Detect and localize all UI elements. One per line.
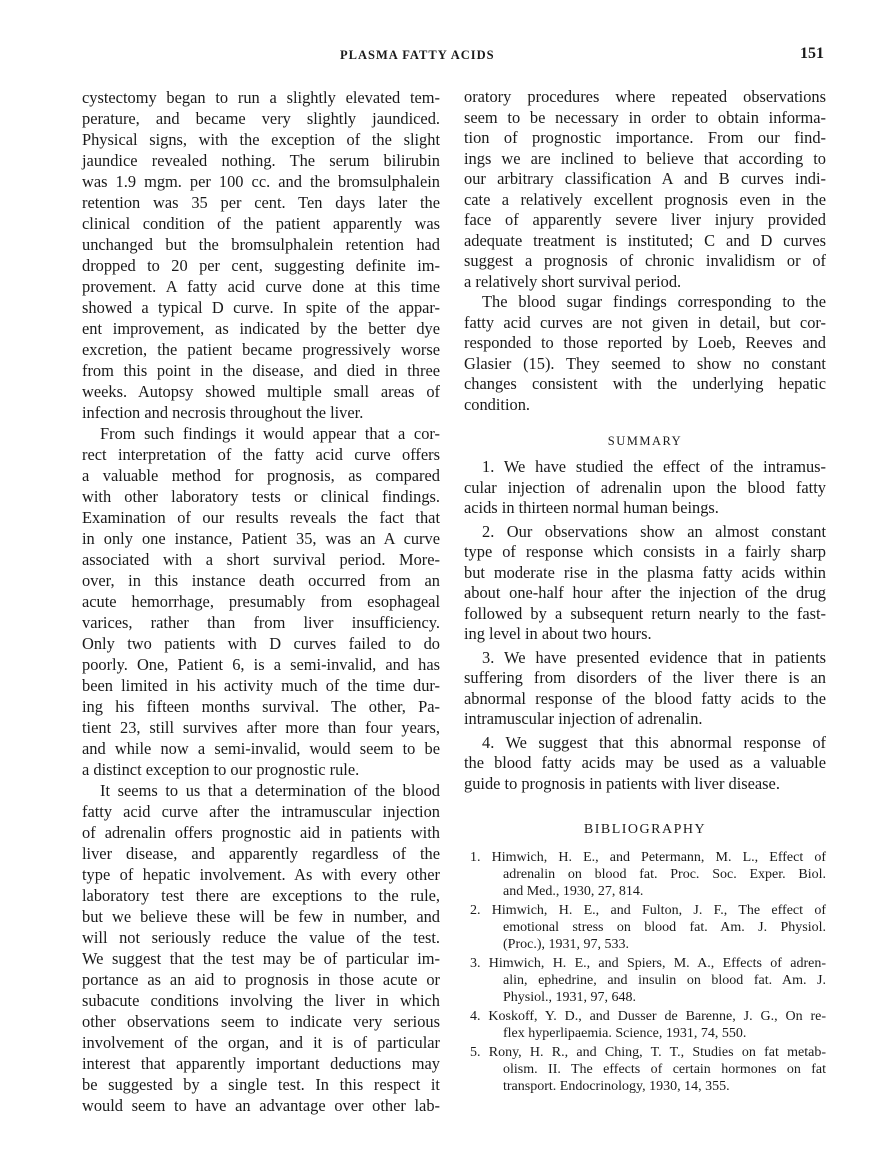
reference-item	[470, 902, 826, 953]
reference-line: 1. Himwich, H. E., and Petermann, M. L., Effect of	[470, 850, 826, 865]
reference-line: (Proc.), 1931, 97, 533.	[503, 937, 629, 952]
reference-line: alin, ephedrine, and insulin on blood fat. Am. J.	[503, 973, 826, 988]
text-line: would seem to have an advantage over other lab-	[82, 1096, 440, 1115]
text-line: seem to be necessary in order to obtain informa-	[464, 107, 826, 127]
text-line: dropped to 20 per cent, suggesting definite im-	[82, 256, 440, 275]
text-line: in only one instance, Patient 35, was an A curve	[82, 529, 440, 548]
text-line: but moderate rise in the plasma fatty acids within	[464, 562, 826, 582]
text-line: liver disease, and apparently regardless of the	[82, 844, 440, 863]
text-line: changes consistent with the underlying hepatic	[464, 374, 826, 393]
reference-item	[470, 955, 826, 1006]
text-line: followed by a subsequent return nearly to the fast-	[464, 603, 826, 623]
summary-list	[464, 457, 826, 794]
paragraph	[82, 423, 440, 780]
text-line: subacute conditions involving the liver in which	[82, 991, 440, 1010]
text-line: ing level in about two hours.	[464, 624, 652, 643]
text-line: suffering from disorders of the liver there is an	[464, 668, 826, 687]
text-line: acids in thirteen normal human beings.	[464, 498, 719, 517]
text-line: clinical condition of the patient apparently was	[82, 214, 440, 233]
text-line: type of response which consists in a fairly sharp	[464, 542, 826, 561]
text-line: associated with a short survival period. More-	[82, 550, 440, 569]
text-line: oratory procedures where repeated observations	[464, 87, 826, 106]
text-line: the blood fatty acids may be used as a valuable	[464, 753, 826, 772]
text-line: poorly. One, Patient 6, is a semi-invalid, and has	[82, 655, 440, 674]
text-line: be suggested by a single test. In this respect it	[82, 1075, 440, 1094]
text-line: 3. We have presented evidence that in patients	[482, 647, 826, 667]
text-line: acute hemorrhage, presumably from esophageal	[82, 592, 440, 611]
text-line: type of hepatic involvement. As with every other	[82, 865, 440, 884]
text-line: and while now a semi-invalid, would seem to be	[82, 739, 440, 758]
paragraph	[464, 87, 826, 292]
paragraph	[464, 292, 826, 415]
text-line: suggest a prognosis of chronic invalidism or of	[464, 251, 826, 270]
reference-line: Physiol., 1931, 97, 648.	[503, 990, 637, 1005]
text-line: unchanged but the bromsulphalein retention had	[82, 235, 440, 254]
reference-line: flex hyperlipaemia. Science, 1931, 74, 550.	[503, 1026, 747, 1041]
text-line: a distinct exception to our prognostic rule.	[82, 760, 360, 779]
text-line: From such findings it would appear that a cor-	[100, 424, 440, 443]
text-line: tion of prognostic importance. From our find-	[464, 128, 826, 147]
bibliography-list	[470, 849, 826, 1097]
reference-item	[470, 1008, 826, 1042]
text-line: but we believe these will be few in number, and	[82, 907, 440, 926]
text-line: other observations seem to indicate very serious	[82, 1012, 440, 1031]
text-line: interest that apparently important deductions may	[82, 1054, 440, 1073]
summary-item	[464, 457, 826, 519]
running-title: PLASMA FATTY ACIDS	[340, 48, 495, 62]
text-line: with other laboratory tests or clinical findings.	[82, 487, 440, 506]
text-line: our arbitrary classification A and B curves indi-	[464, 169, 826, 188]
text-line: ent improvement, as indicated by the better dye	[82, 319, 440, 338]
reference-item	[470, 1044, 826, 1095]
reference-line: olism. II. The effects of certain hormones on fat	[503, 1062, 826, 1077]
reference-line: emotional stress on blood fat. Am. J. Physiol.	[503, 920, 826, 935]
page-number: 151	[800, 45, 824, 62]
text-line: intramuscular injection of adrenalin.	[464, 709, 703, 728]
text-line: rect interpretation of the fatty acid curve offers	[82, 445, 440, 464]
reference-line: 3. Himwich, H. E., and Spiers, M. A., Effects of adren-	[470, 956, 826, 971]
paragraph	[82, 87, 440, 423]
text-line: portance as an aid to prognosis in those acute or	[82, 970, 440, 989]
text-line: excretion, the patient became progressively worse	[82, 340, 440, 359]
summary-item	[464, 648, 826, 730]
text-line: from this point in the disease, and died in three	[82, 361, 440, 380]
text-line: infection and necrosis throughout the liver.	[82, 403, 364, 422]
text-line: varices, rather than from liver insufficiency.	[82, 613, 440, 632]
text-line: Physical signs, with the exception of the slight	[82, 130, 440, 149]
text-line: provement. A fatty acid curve done at this time	[82, 277, 440, 296]
left-column	[82, 87, 440, 1116]
text-line: retention was 35 per cent. Ten days later the	[82, 193, 440, 212]
text-line: been limited in his activity much of the time dur-	[82, 676, 440, 695]
text-line: abnormal response of the blood fatty acids to the	[464, 688, 826, 708]
text-line: Only two patients with D curves failed to do	[82, 634, 440, 653]
text-line: condition.	[464, 394, 531, 414]
text-line: over, in this instance death occurred from an	[82, 571, 440, 590]
text-line: of adrenalin offers prognostic aid in patients with	[82, 823, 440, 842]
text-line: cate a relatively excellent prognosis even in the	[464, 189, 826, 209]
text-line: laboratory test there are exceptions to the rule,	[82, 886, 440, 905]
right-column	[464, 87, 826, 415]
text-line: showed a typical D curve. In spite of the appar-	[82, 298, 440, 317]
text-line: ings we are inclined to believe that according to	[464, 148, 826, 168]
text-line: guide to prognosis in patients with liver disease.	[464, 773, 780, 793]
reference-line: 4. Koskoff, Y. D., and Dusser de Barenne, J. G., On re-	[470, 1009, 826, 1024]
text-line: jaundice revealed nothing. The serum bilirubin	[82, 151, 440, 170]
text-line: It seems to us that a determination of the blood	[100, 781, 440, 800]
text-line: involvement of the organ, and it is of particular	[82, 1033, 440, 1052]
text-line: 1. We have studied the effect of the intramus-	[482, 457, 826, 476]
text-line: fatty acid curve after the intramuscular injection	[82, 802, 440, 821]
reference-line: adrenalin on blood fat. Proc. Soc. Exper. Biol.	[503, 867, 826, 882]
summary-item	[464, 522, 826, 645]
text-line: a relatively short survival period.	[464, 271, 682, 291]
reference-item	[470, 849, 826, 900]
text-line: weeks. Autopsy showed multiple small areas of	[82, 382, 440, 401]
reference-line: 2. Himwich, H. E., and Fulton, J. F., The effect of	[470, 903, 826, 918]
summary-item	[464, 733, 826, 795]
summary-heading: SUMMARY	[607, 434, 683, 448]
reference-line: and Med., 1930, 27, 814.	[503, 884, 644, 899]
text-line: was 1.9 mgm. per 100 cc. and the bromsulphalein	[82, 172, 440, 191]
text-line: The blood sugar findings corresponding to the	[482, 292, 826, 311]
text-line: 2. Our observations show an almost constant	[482, 521, 826, 541]
text-line: adequate treatment is instituted; C and D curves	[464, 230, 826, 250]
text-line: Examination of our results reveals the fact that	[82, 508, 440, 527]
text-line: perature, and became very slightly jaundiced.	[82, 109, 440, 128]
text-line: 4. We suggest that this abnormal response of	[482, 732, 826, 752]
text-line: We suggest that the test may be of particular im-	[82, 949, 440, 968]
text-line: responded to those reported by Loeb, Reeves and	[464, 333, 826, 352]
text-line: tient 23, still survives after more than four years,	[82, 718, 440, 737]
bibliography-heading: BIBLIOGRAPHY	[583, 822, 707, 837]
text-line: fatty acid curves are not given in detail, but cor-	[464, 312, 826, 332]
text-line: will not seriously reduce the value of the test.	[82, 928, 440, 947]
text-line: a valuable method for prognosis, as compared	[82, 466, 440, 485]
text-line: cystectomy began to run a slightly elevated tem-	[82, 88, 440, 107]
reference-line: 5. Rony, H. R., and Ching, T. T., Studies on fat metab-	[470, 1045, 826, 1060]
text-line: about one-half hour after the injection of the drug	[464, 583, 826, 602]
text-line: cular injection of adrenalin upon the blood fatty	[464, 477, 826, 497]
text-line: ing his fifteen months survival. The other, Pa-	[82, 697, 440, 716]
text-line: Glasier (15). They seemed to show no constant	[464, 353, 826, 373]
paragraph	[82, 780, 440, 1116]
text-line: face of apparently severe liver injury provided	[464, 210, 826, 229]
reference-line: transport. Endocrinology, 1930, 14, 355.	[503, 1079, 730, 1094]
